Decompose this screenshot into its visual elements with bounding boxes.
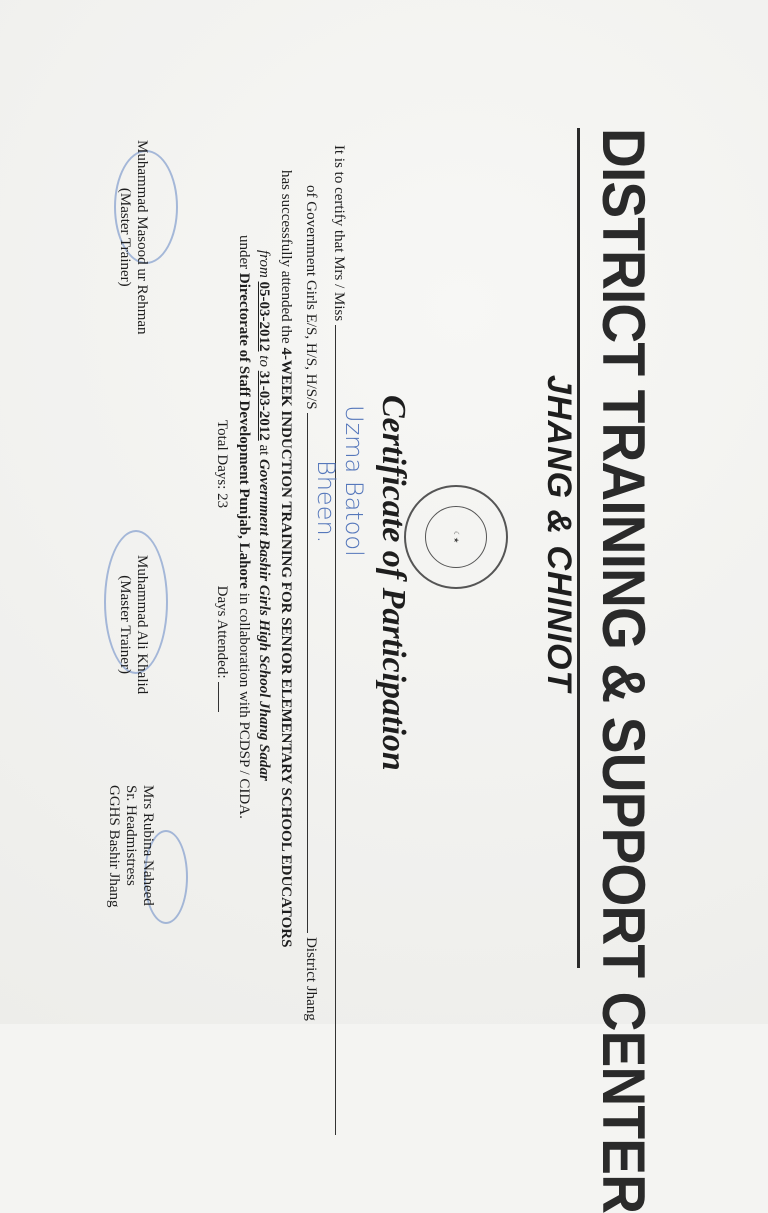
- venue: Government Bashir Girls High School Jhang Sadar: [256, 459, 272, 781]
- certify-label: It is to certify that Mrs / Miss: [331, 145, 347, 322]
- days-attended: Days Attended:: [214, 585, 230, 679]
- school-line: [302, 185, 322, 1021]
- signature-block-1: [116, 140, 150, 335]
- attended-text: has successfully attended the: [278, 170, 294, 348]
- center-title: DISTRICT TRAINING & SUPPORT CENTER: [590, 128, 657, 1213]
- directorate-seal: [404, 485, 508, 589]
- days-line: [213, 420, 231, 712]
- signer-name: Mrs Rubina Naheed: [140, 785, 156, 906]
- under-text: under: [236, 235, 252, 273]
- signer-role: Sr. Headmistress: [123, 785, 139, 886]
- signer-name: Muhammad Masood ur Rehman: [134, 140, 150, 335]
- signer-name: Muhammad Ali Khalid: [134, 555, 150, 695]
- days-blank: [218, 682, 231, 712]
- signer-role: (Master Trainer): [117, 575, 133, 674]
- date-from: 05-03-2012: [256, 281, 272, 352]
- training-name: 4-WEEK INDUCTION TRAINING FOR SENIOR ELEMENTARY SCHOOL EDUCATORS: [278, 347, 294, 948]
- center-subtitle: JHANG & CHINIOT: [540, 375, 578, 693]
- signer-org: GGHS Bashir Jhang: [106, 785, 122, 908]
- school-label: of Government Girls E/S, H/S, H/S/S: [303, 185, 319, 410]
- certify-line: [330, 145, 350, 1135]
- certificate-title: Certificate of Participation: [375, 395, 412, 771]
- date-to: 31-03-2012: [256, 370, 272, 441]
- directorate: Directorate of Staff Development Punjab, Lahore: [236, 272, 252, 589]
- signature-block-2: [116, 555, 150, 694]
- dates-line: [255, 250, 272, 781]
- district-label: District Jhang: [303, 937, 319, 1021]
- training-line: [277, 170, 294, 947]
- collab-text: in collaboration with PCDSP / CIDA.: [236, 588, 252, 819]
- to-text: to: [256, 355, 272, 367]
- seal-emblem-icon: ☾★: [425, 506, 487, 568]
- school-name: Bheen.: [312, 460, 340, 544]
- signer-role: (Master Trainer): [117, 187, 133, 287]
- at-text: at: [256, 444, 272, 456]
- participant-name: Uzma Batool: [340, 405, 368, 557]
- total-days: Total Days: 23: [214, 420, 230, 509]
- directorate-line: [235, 235, 252, 819]
- from-text: from: [256, 250, 272, 278]
- signature-block-3: [105, 785, 156, 908]
